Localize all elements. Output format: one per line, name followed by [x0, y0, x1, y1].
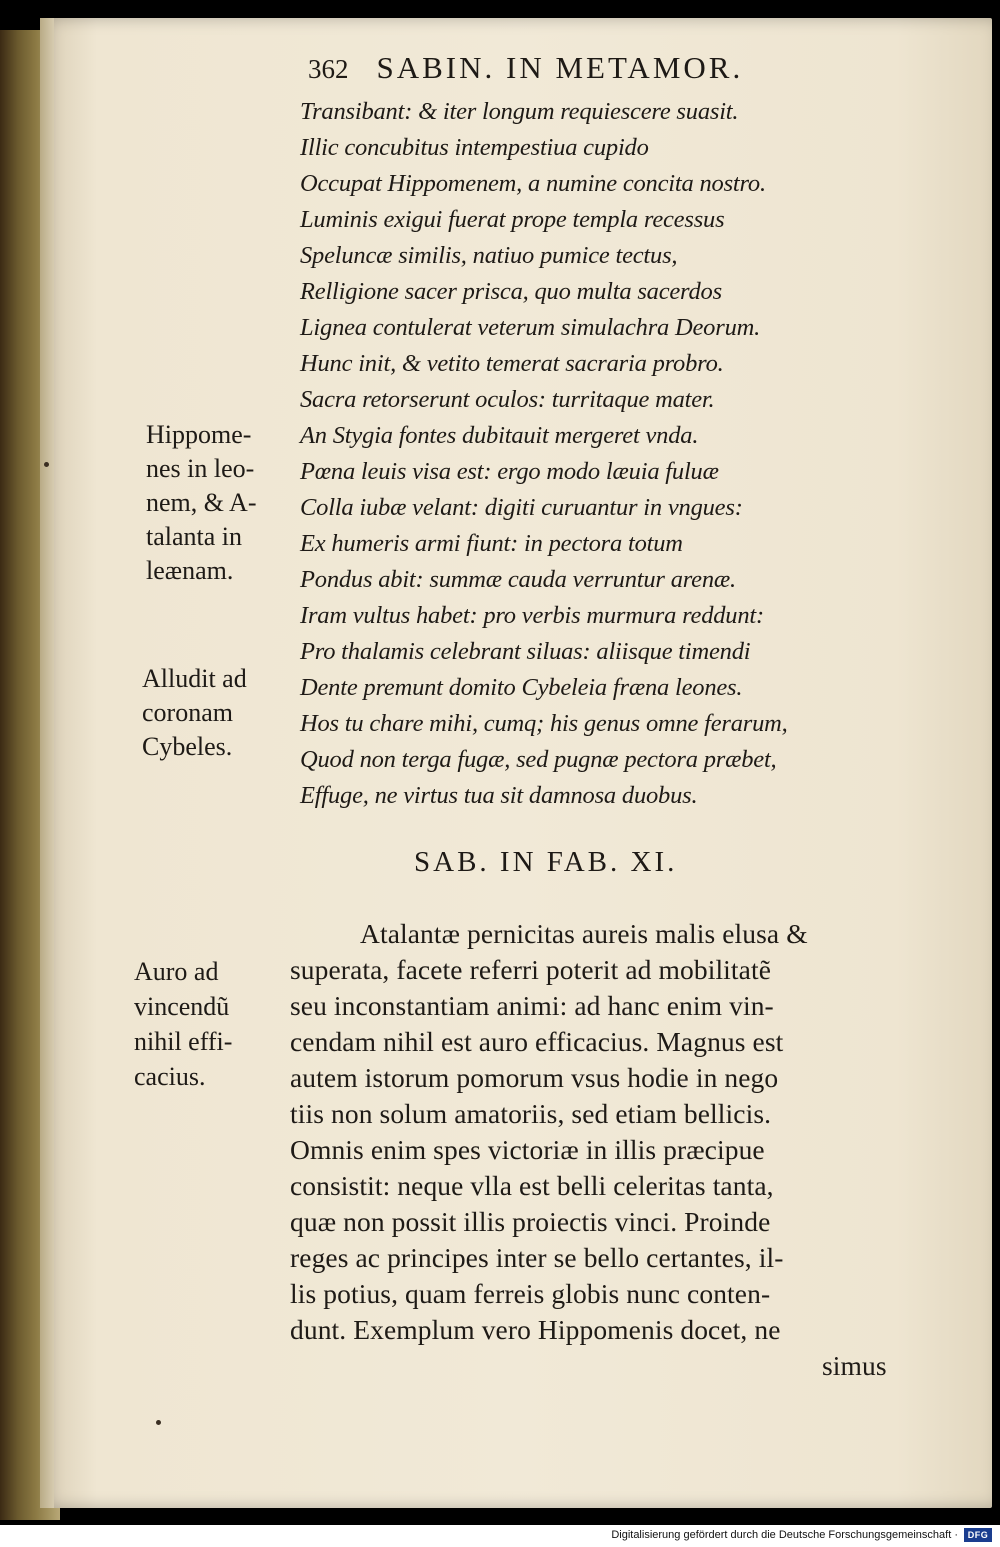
prose-line: dunt. Exemplum vero Hippomenis docet, ne	[290, 1314, 781, 1345]
paper-speck	[44, 462, 49, 467]
verse-line: Relligione sacer prisca, quo multa sacerdos	[300, 278, 722, 305]
prose-line: tiis non solum amatoriis, sed etiam bellicis.	[290, 1098, 772, 1129]
paper-speck	[156, 1420, 161, 1425]
margin-note-line: coronam	[142, 698, 233, 727]
running-title: SABIN. IN METAMOR.	[376, 50, 744, 85]
prose-line: superata, facete referri poterit ad mobilitatẽ	[290, 954, 772, 985]
verse-line: Luminis exigui fuerat prope templa recessus	[300, 206, 725, 233]
prose-line: quæ non possit illis proiectis vinci. Proinde	[290, 1206, 771, 1237]
verse-line: Transibant: & iter longum requiescere suasit.	[300, 98, 739, 125]
verse-line: Pœna leuis visa est: ergo modo læuia fuluæ	[300, 458, 719, 485]
verse-line: Dente premunt domito Cybeleia fræna leones.	[300, 674, 743, 701]
prose-line: Omnis enim spes victoriæ in illis præcipue	[290, 1134, 765, 1165]
dfg-logo: DFG	[964, 1528, 992, 1542]
margin-note-line: vincendũ	[134, 992, 230, 1021]
margin-note-line: nihil effi-	[134, 1027, 233, 1056]
section-title: SAB. IN FAB. XI.	[414, 846, 678, 878]
margin-note-line: leænam.	[146, 556, 234, 585]
verse-line: Iram vultus habet: pro verbis murmura reddunt:	[300, 602, 764, 629]
digitization-footer	[0, 1525, 1000, 1547]
page-gutter	[40, 18, 54, 1508]
page-number: 362	[308, 54, 349, 84]
footer-credit: Digitalisierung gefördert durch die Deutsche Forschungsgemeinschaft ·	[611, 1529, 958, 1541]
running-header	[308, 50, 868, 86]
verse-line: Hunc init, & vetito temerat sacraria probro.	[300, 350, 724, 377]
margin-note-line: Auro ad	[134, 957, 219, 986]
margin-note-line: nes in leo-	[146, 454, 255, 483]
verse-line: Ex humeris armi fiunt: in pectora totum	[300, 530, 683, 557]
margin-note-line: nem, & A-	[146, 488, 257, 517]
prose-line: autem istorum pomorum vsus hodie in nego	[290, 1062, 779, 1093]
verse-line: An Stygia fontes dubitauit mergeret vnda.	[300, 422, 699, 449]
prose-line: Atalantæ pernicitas aureis malis elusa &	[360, 918, 808, 949]
verse-line: Pondus abit: summæ cauda verruntur arenæ.	[300, 566, 736, 593]
verse-line: Effuge, ne virtus tua sit damnosa duobus.	[300, 782, 698, 809]
verse-line: Sacra retorserunt oculos: turritaque mater.	[300, 386, 715, 413]
prose-line: seu inconstantiam animi: ad hanc enim vin-	[290, 990, 774, 1021]
verse-line: Colla iubæ velant: digiti curuantur in vngues:	[300, 494, 743, 521]
margin-note-cybeles	[142, 662, 247, 764]
prose-line: cendam nihil est auro efficacius. Magnus est	[290, 1026, 784, 1057]
catchword: simus	[822, 1350, 887, 1381]
margin-note-line: Alludit ad	[142, 664, 247, 693]
margin-note-hippomenes	[146, 418, 257, 588]
margin-note-line: Cybeles.	[142, 732, 233, 761]
margin-note-line: Hippome-	[146, 420, 252, 449]
verse-line: Pro thalamis celebrant siluas: aliisque timendi	[300, 638, 751, 665]
margin-note-line: cacius.	[134, 1062, 206, 1091]
verse-line: Lignea contulerat veterum simulachra Deorum.	[300, 314, 761, 341]
prose-line: reges ac principes inter se bello certantes, il-	[290, 1242, 784, 1273]
verse-line: Speluncæ similis, natiuo pumice tectus,	[300, 242, 678, 269]
margin-note-auro	[134, 954, 232, 1094]
verse-line: Hos tu chare mihi, cumq; his genus omne ferarum,	[300, 710, 788, 737]
margin-note-line: talanta in	[146, 522, 243, 551]
verse-line: Quod non terga fugæ, sed pugnæ pectora præbet,	[300, 746, 777, 773]
verse-line: Illic concubitus intempestiua cupido	[300, 134, 649, 161]
prose-line: lis potius, quam ferreis globis nunc conten-	[290, 1278, 771, 1309]
verse-line: Occupat Hippomenem, a numine concita nostro.	[300, 170, 766, 197]
prose-line: consistit: neque vlla est belli celeritas tanta,	[290, 1170, 774, 1201]
